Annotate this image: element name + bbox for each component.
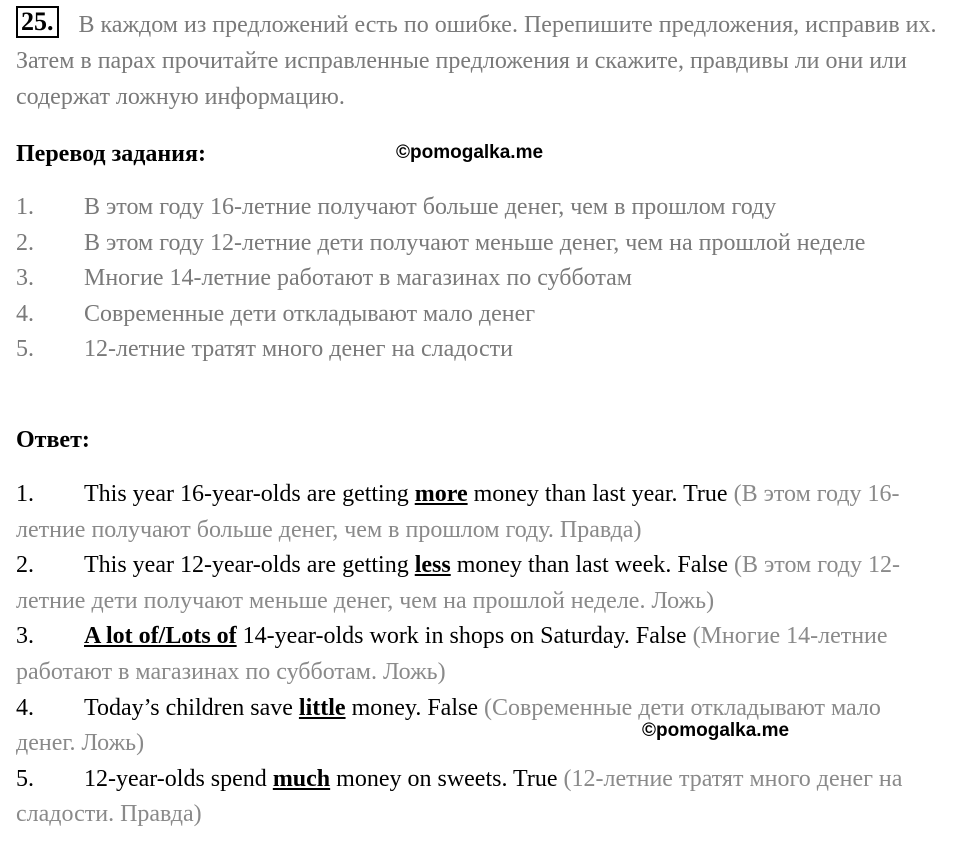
- item-number: 4.: [16, 694, 34, 721]
- translation-item: [16, 226, 946, 262]
- item-number: 2.: [16, 552, 34, 579]
- answer-item: [16, 762, 946, 833]
- answer-verdict: money than last year. True: [467, 481, 728, 507]
- answer-translation: (Современные дети откладывают мало денег. Ложь): [16, 694, 881, 757]
- item-text: Многие 14-летние работают в магазинах по субботам: [84, 265, 632, 292]
- answer-translation: (Многие 14-летние работают в магазинах по субботам. Ложь): [16, 623, 888, 685]
- answer-item: [16, 548, 946, 619]
- item-number: 1.: [16, 481, 34, 507]
- answer-text: Today’s children save: [84, 694, 299, 721]
- item-number: 5.: [16, 765, 34, 792]
- answer-item: [16, 477, 946, 548]
- answer-key-word: more: [414, 481, 468, 507]
- answer-verdict: money on sweets. True: [330, 765, 558, 792]
- answer-verdict: 14-year-olds work in shops on Saturday. False: [236, 623, 687, 650]
- translation-item: [16, 297, 946, 333]
- item-text: Современные дети откладывают мало денег: [84, 300, 536, 327]
- answer-heading: Ответ:: [16, 427, 90, 453]
- task-header: [16, 6, 946, 115]
- answer-item: [16, 691, 946, 762]
- translation-item: [16, 190, 946, 226]
- item-text: 12-летние тратят много денег на сладости: [84, 336, 514, 363]
- answer-key-word: much: [272, 765, 331, 792]
- item-number: 4.: [16, 300, 34, 327]
- answer-key-word: less: [414, 552, 451, 579]
- answer-translation: (В этом году 16-летние получают больше денег, чем в прошлом году. Правда): [16, 481, 900, 543]
- answer-verdict: money than last week. False: [450, 552, 728, 579]
- watermark-top: ©pomogalka.me: [396, 142, 544, 163]
- translation-heading: Перевод задания:: [16, 141, 206, 167]
- item-text: В этом году 12-летние дети получают меньше денег, чем на прошлой неделе: [84, 229, 866, 256]
- answer-translation: (В этом году 12-летние дети получают меньше денег, чем на прошлой неделе. Ложь): [16, 552, 900, 614]
- task-instruction: В каждом из предложений есть по ошибке. Перепишите предложения, исправив их. Затем в парах прочитайте исправленные предложения и скажите, правдивы ли они или содержат ложную информацию.: [16, 12, 937, 110]
- answer-key-word: little: [298, 694, 346, 721]
- item-number: 2.: [16, 229, 34, 256]
- item-number: 5.: [16, 336, 34, 363]
- item-number: 1.: [16, 194, 34, 220]
- answer-verdict: money. False: [345, 694, 478, 721]
- item-text: В этом году 16-летние получают больше денег, чем в прошлом году: [84, 194, 777, 220]
- watermark-bottom: ©pomogalka.me: [642, 720, 790, 741]
- translation-list: [16, 190, 946, 368]
- answer-text: This year 12-year-olds are getting: [84, 552, 415, 579]
- answer-key-word: A lot of/Lots of: [84, 623, 237, 650]
- item-number: 3.: [16, 265, 34, 292]
- task-number: 25.: [16, 6, 59, 38]
- translation-item: [16, 332, 946, 368]
- answer-text: This year 16-year-olds are getting: [84, 481, 415, 507]
- answer-translation: (12-летние тратят много денег на сладости. Правда): [16, 765, 903, 828]
- answer-text: 12-year-olds spend: [84, 765, 273, 792]
- answer-item: [16, 619, 946, 690]
- answer-list: [16, 477, 946, 833]
- translation-item: [16, 261, 946, 297]
- item-number: 3.: [16, 623, 34, 650]
